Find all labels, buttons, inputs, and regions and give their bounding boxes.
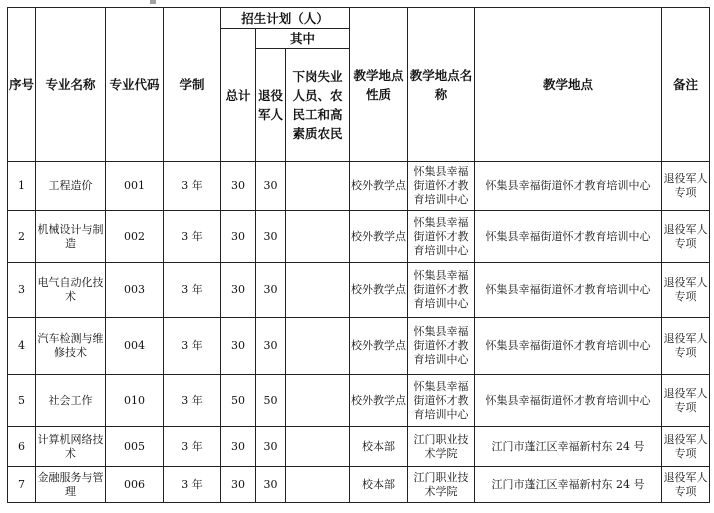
cell-site-name: 怀集县幸福街道怀才教育培训中心 <box>408 375 475 427</box>
enrollment-plan-table <box>7 7 710 503</box>
cell-seq: 6 <box>8 427 36 467</box>
cell-total: 30 <box>221 263 256 318</box>
cell-duration: 3 年 <box>164 162 221 211</box>
header-major-name: 专业名称 <box>36 8 106 162</box>
cropped-title-fragment <box>150 0 530 4</box>
cell-total: 30 <box>221 318 256 375</box>
table-row <box>8 467 710 503</box>
cell-seq: 7 <box>8 467 36 503</box>
cell-site-address: 江门市蓬江区幸福新村东 24 号 <box>475 427 662 467</box>
header-veterans: 退役军人 <box>256 49 286 162</box>
header-site-address: 教学地点 <box>475 8 662 162</box>
cell-remark: 退役军人专项 <box>662 467 710 503</box>
cell-duration: 3 年 <box>164 467 221 503</box>
table-body <box>8 162 710 503</box>
cell-major-code: 004 <box>106 318 164 375</box>
cell-total: 50 <box>221 375 256 427</box>
header-row <box>8 8 710 29</box>
cell-veterans: 30 <box>256 211 286 263</box>
cell-site-name: 怀集县幸福街道怀才教育培训中心 <box>408 162 475 211</box>
cell-major-name: 电气自动化技术 <box>36 263 106 318</box>
cell-major-name: 计算机网络技术 <box>36 427 106 467</box>
cell-site-nature: 校外教学点 <box>350 162 408 211</box>
header-duration: 学制 <box>164 8 221 162</box>
cell-duration: 3 年 <box>164 427 221 467</box>
cell-total: 30 <box>221 162 256 211</box>
cell-site-address: 怀集县幸福街道怀才教育培训中心 <box>475 318 662 375</box>
cell-site-name: 怀集县幸福街道怀才教育培训中心 <box>408 211 475 263</box>
cell-laid-off <box>286 162 350 211</box>
table-row <box>8 263 710 318</box>
header-of-which: 其中 <box>256 29 350 49</box>
cell-duration: 3 年 <box>164 375 221 427</box>
cell-seq: 3 <box>8 263 36 318</box>
cell-site-nature: 校外教学点 <box>350 211 408 263</box>
cell-remark: 退役军人专项 <box>662 211 710 263</box>
cell-laid-off <box>286 467 350 503</box>
cell-veterans: 50 <box>256 375 286 427</box>
cell-total: 30 <box>221 467 256 503</box>
cell-site-address: 怀集县幸福街道怀才教育培训中心 <box>475 211 662 263</box>
cell-veterans: 30 <box>256 263 286 318</box>
cell-major-code: 005 <box>106 427 164 467</box>
cell-site-nature: 校外教学点 <box>350 263 408 318</box>
header-major-code: 专业代码 <box>106 8 164 162</box>
cell-duration: 3 年 <box>164 263 221 318</box>
cell-remark: 退役军人专项 <box>662 318 710 375</box>
cell-major-name: 社会工作 <box>36 375 106 427</box>
cell-major-name: 机械设计与制造 <box>36 211 106 263</box>
cell-remark: 退役军人专项 <box>662 427 710 467</box>
cell-remark: 退役军人专项 <box>662 162 710 211</box>
cell-site-name: 江门职业技术学院 <box>408 467 475 503</box>
cell-seq: 4 <box>8 318 36 375</box>
cell-duration: 3 年 <box>164 211 221 263</box>
header-seq: 序号 <box>8 8 36 162</box>
cell-site-name: 怀集县幸福街道怀才教育培训中心 <box>408 263 475 318</box>
cell-major-code: 002 <box>106 211 164 263</box>
cell-total: 30 <box>221 427 256 467</box>
header-enrollment-plan: 招生计划（人） <box>221 8 350 29</box>
cell-major-name: 工程造价 <box>36 162 106 211</box>
cell-major-name: 金融服务与管理 <box>36 467 106 503</box>
cell-seq: 5 <box>8 375 36 427</box>
cell-laid-off <box>286 318 350 375</box>
table-row <box>8 211 710 263</box>
table-row <box>8 375 710 427</box>
cell-seq: 2 <box>8 211 36 263</box>
header-site-nature: 教学地点性质 <box>350 8 408 162</box>
table-row <box>8 318 710 375</box>
cell-major-code: 003 <box>106 263 164 318</box>
cell-site-nature: 校本部 <box>350 467 408 503</box>
cell-site-address: 怀集县幸福街道怀才教育培训中心 <box>475 375 662 427</box>
cell-veterans: 30 <box>256 427 286 467</box>
cell-major-name: 汽车检测与维修技术 <box>36 318 106 375</box>
cell-veterans: 30 <box>256 162 286 211</box>
cell-site-nature: 校本部 <box>350 427 408 467</box>
cell-site-address: 怀集县幸福街道怀才教育培训中心 <box>475 263 662 318</box>
cell-site-address: 怀集县幸福街道怀才教育培训中心 <box>475 162 662 211</box>
cell-laid-off <box>286 263 350 318</box>
cell-remark: 退役军人专项 <box>662 263 710 318</box>
cell-total: 30 <box>221 211 256 263</box>
cell-laid-off <box>286 427 350 467</box>
cell-major-code: 006 <box>106 467 164 503</box>
cell-site-name: 江门职业技术学院 <box>408 427 475 467</box>
cell-veterans: 30 <box>256 318 286 375</box>
cell-veterans: 30 <box>256 467 286 503</box>
header-laid-off-workers: 下岗失业人员、农民工和高素质农民 <box>286 49 350 162</box>
table-row <box>8 427 710 467</box>
cell-laid-off <box>286 375 350 427</box>
cell-seq: 1 <box>8 162 36 211</box>
cell-remark: 退役军人专项 <box>662 375 710 427</box>
cell-duration: 3 年 <box>164 318 221 375</box>
cell-site-nature: 校外教学点 <box>350 375 408 427</box>
table-row <box>8 162 710 211</box>
cell-site-nature: 校外教学点 <box>350 318 408 375</box>
cell-major-code: 001 <box>106 162 164 211</box>
cell-laid-off <box>286 211 350 263</box>
header-total: 总计 <box>221 29 256 162</box>
cell-site-name: 怀集县幸福街道怀才教育培训中心 <box>408 318 475 375</box>
header-site-name: 教学地点名称 <box>408 8 475 162</box>
cell-site-address: 江门市蓬江区幸福新村东 24 号 <box>475 467 662 503</box>
header-remark: 备注 <box>662 8 710 162</box>
cell-major-code: 010 <box>106 375 164 427</box>
